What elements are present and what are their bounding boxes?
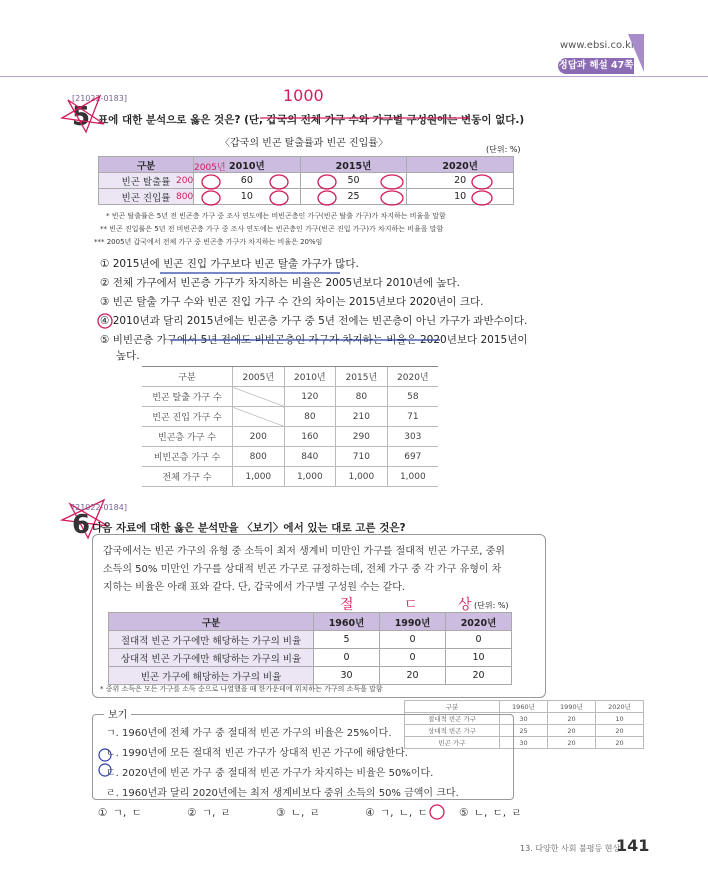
bogi-items: [106, 724, 459, 804]
calc-th: 2005년: [233, 367, 285, 387]
q5-option-3[interactable]: ③ 빈곤 탈출 가구 수와 빈곤 진입 가구 수 간의 차이는 2015년보다 2020년이 크다.: [100, 296, 484, 308]
calc-cell: 160: [284, 427, 336, 447]
calc-cell: 빈곤 탈출 가구 수: [142, 387, 233, 407]
circle-mark: [202, 175, 220, 189]
q6-th: 2020년: [446, 613, 512, 631]
side-cell: 상대적 빈곤 가구: [405, 725, 500, 737]
side-cell: 빈곤 가구: [405, 737, 500, 749]
star-scribble-q5: [62, 96, 104, 132]
circle-mark: [98, 314, 112, 328]
calc-cell: 1,000: [233, 467, 285, 487]
calc-cell: 710: [336, 447, 388, 467]
q6-cell: 0: [380, 631, 446, 649]
q5-number: 5: [72, 102, 91, 132]
q5-note-2: ** 빈곤 진입률은 5년 전 비빈곤층 가구 중 조사 연도에는 빈곤층인 가구(빈곤 진입 가구)가 차지하는 비율을 말함: [100, 225, 444, 233]
q5-table-title: 〈갑국의 빈곤 탈출률과 빈곤 진입률〉: [220, 138, 388, 149]
q5-cell: 60: [194, 173, 301, 189]
q6-passage-line: 지하는 비율은 아래 표와 같다. 단, 갑국에서 가구별 구성원 수는 같다.: [103, 582, 406, 593]
q5-row-label: 빈곤 진입률: [99, 189, 194, 205]
circle-mark: [318, 175, 336, 189]
handwritten-200: 200: [176, 176, 194, 186]
circle-mark: [381, 191, 403, 205]
q5-note-3: *** 2005년 갑국에서 전체 가구 중 빈곤층 가구가 차지하는 비율은 20%임: [94, 238, 323, 246]
q6-household-table: [108, 612, 512, 685]
handwritten-sang: 상: [458, 597, 472, 613]
q6-choice-1[interactable]: ① ㄱ, ㄷ: [98, 807, 142, 819]
calc-cell: 800: [233, 447, 285, 467]
site-url: www.ebsi.co.kr: [560, 40, 635, 51]
q6-choice-2[interactable]: ② ㄱ, ㄹ: [187, 807, 231, 819]
calc-cell: 빈곤 진입 가구 수: [142, 407, 233, 427]
q5-option-4[interactable]: ④ 2010년과 달리 2015년에는 빈곤층 가구 중 5년 전에는 빈곤층이 아닌 가구가 과반수이다.: [100, 315, 528, 327]
calc-cell: 80: [284, 407, 336, 427]
calc-cell: 697: [387, 447, 438, 467]
calc-cell: 비빈곤층 가구 수: [142, 447, 233, 467]
q5-th-0: 구분: [99, 157, 194, 173]
chapter-footer: 13. 다양한 사회 불평등 현상: [520, 844, 621, 853]
q6-choice-3[interactable]: ③ ㄴ, ㄹ: [276, 807, 320, 819]
q6-row-label: 절대적 빈곤 가구에만 해당하는 가구의 비율: [109, 631, 314, 649]
q6-choices: [98, 805, 522, 820]
side-cell: 30: [499, 713, 547, 725]
calc-cell: 1,000: [336, 467, 388, 487]
calc-cell: 71: [387, 407, 438, 427]
handwritten-2005: 2005년: [194, 163, 226, 173]
circle-mark: [202, 191, 220, 205]
side-th: 2020년: [595, 701, 643, 713]
q5-cell: 20: [407, 173, 514, 189]
bogi-item: ㄴ. 1990년에 모든 절대적 빈곤 가구가 상대적 빈곤 가구에 해당한다.: [106, 748, 408, 759]
calc-cell: 840: [284, 447, 336, 467]
bogi-item: ㄷ. 2020년에 빈곤 가구 중 절대적 빈곤 가구가 차지하는 비율은 50%이다.: [106, 768, 434, 779]
q5-cell: 50: [300, 173, 407, 189]
circle-mark: [472, 191, 492, 205]
q6-th: 1960년: [314, 613, 380, 631]
q6-cell: 0: [446, 631, 512, 649]
circle-mark: [270, 191, 288, 205]
calc-cell: 1,000: [284, 467, 336, 487]
q5-cell: 25: [300, 189, 407, 205]
bogi-item: ㄱ. 1960년에 전체 가구 중 절대적 빈곤 가구의 비율은 25%이다.: [106, 728, 392, 739]
q5-th-1: 2010년: [194, 157, 301, 173]
q6-row-label: 빈곤 가구에 해당하는 가구의 비율: [109, 667, 314, 685]
q6-choice-5[interactable]: ⑤ ㄴ, ㄷ, ㄹ: [459, 807, 522, 819]
q5-th-2: 2015년: [300, 157, 407, 173]
q6-note: * 중위 소득은 모든 가구를 소득 순으로 나열했을 때 한가운데에 위치하는 가구의 소득을 말함: [100, 685, 383, 693]
q5-option-5[interactable]: ⑤ 비빈곤층 가구에서 5년 전에도 비빈곤층인 가구가 차지하는 비율은 2020년보다 2015년이: [100, 334, 528, 346]
side-th: 1990년: [547, 701, 595, 713]
page-number: 141: [616, 836, 650, 855]
q6-cell: 30: [314, 667, 380, 685]
calc-cell: 210: [336, 407, 388, 427]
circle-mark: [270, 175, 288, 189]
q5-question: 표에 대한 분석으로 옳은 것은? (단, 갑국의 전체 가구 수와 가구별 구성원에는 변동이 없다.): [98, 114, 525, 126]
side-cell: 20: [595, 725, 643, 737]
calc-cell: 58: [387, 387, 438, 407]
q6-ref: [21022-0184]: [72, 503, 127, 512]
side-cell: 25: [499, 725, 547, 737]
side-cell: 20: [547, 737, 595, 749]
q6-cell: 20: [446, 667, 512, 685]
q5-row-label: 빈곤 탈출률: [99, 173, 194, 189]
handwritten-800: 800: [176, 192, 194, 202]
q5-th-3: 2020년: [407, 157, 514, 173]
calc-cell: 303: [387, 427, 438, 447]
q6-choice-4[interactable]: ④ ㄱ, ㄴ, ㄷ: [365, 807, 428, 819]
q6-cell: 10: [446, 649, 512, 667]
calc-cell: 빈곤층 가구 수: [142, 427, 233, 447]
side-cell: 30: [499, 737, 547, 749]
q6-cell: 0: [314, 649, 380, 667]
calc-th: 2015년: [336, 367, 388, 387]
handwritten-1000: 1000: [283, 86, 324, 105]
side-cell: 10: [595, 713, 643, 725]
q6-passage-line: 갑국에서는 빈곤 가구의 유형 중 소득이 최저 생계비 미만인 가구를 절대적 빈곤 가구로, 중위: [103, 546, 505, 557]
q5-cell: 10: [194, 189, 301, 205]
circle-mark: [318, 191, 336, 205]
side-cell: 20: [547, 725, 595, 737]
q6-th: 구분: [109, 613, 314, 631]
q6-row-label: 상대적 빈곤 가구에만 해당하는 가구의 비율: [109, 649, 314, 667]
q5-option-2[interactable]: ② 전체 가구에서 빈곤층 가구가 차지하는 비율은 2005년보다 2010년에 높다.: [100, 277, 460, 289]
calc-cell: 120: [284, 387, 336, 407]
handwritten-digeut: ㄷ: [404, 597, 418, 613]
calc-cell: 1,000: [387, 467, 438, 487]
q5-option-1[interactable]: ① 2015년에 빈곤 진입 가구보다 빈곤 탈출 가구가 많다.: [100, 258, 359, 270]
circle-mark: [472, 175, 492, 189]
bogi-title: 보기: [104, 706, 131, 721]
circle-mark: [381, 175, 403, 189]
q6-cell: 5: [314, 631, 380, 649]
side-cell: 절대적 빈곤 가구: [405, 713, 500, 725]
q5-cell: 10: [407, 189, 514, 205]
side-th: 1960년: [499, 701, 547, 713]
calc-th: 2020년: [387, 367, 438, 387]
calc-cell: 전체 가구 수: [142, 467, 233, 487]
answer-section-badge: 정답과 해설 47쪽: [558, 58, 634, 74]
q6-number: 6: [72, 510, 91, 540]
q5-ref: [21022-0183]: [72, 94, 127, 103]
side-cell: 20: [547, 713, 595, 725]
q6-question: 다음 자료에 대한 옳은 분석만을 〈보기〉에서 있는 대로 고른 것은?: [92, 522, 406, 534]
q5-unit: (단위: %): [486, 145, 521, 154]
q6-unit: (단위: %): [474, 601, 509, 610]
bogi-item: ㄹ. 1960년과 달리 2020년에는 최저 생계비보다 중위 소득의 50% 금액이 크다.: [106, 788, 459, 799]
q5-note-1: * 빈곤 탈출률은 5년 전 빈곤층 가구 중 조사 연도에는 비빈곤층인 가구(빈곤 탈출 가구)가 차지하는 비율을 말함: [106, 212, 446, 220]
q6-cell: 20: [380, 667, 446, 685]
calc-cell: 200: [233, 427, 285, 447]
side-cell: 20: [595, 737, 643, 749]
q5-option-5-cont: 높다.: [116, 350, 140, 362]
side-th: 구분: [405, 701, 500, 713]
q6-th: 1990년: [380, 613, 446, 631]
calc-cell: 290: [336, 427, 388, 447]
q6-cell: 0: [380, 649, 446, 667]
handwritten-jeol: 절: [340, 597, 354, 613]
calc-th: 2010년: [284, 367, 336, 387]
q6-passage-line: 소득의 50% 미만인 가구를 상대적 빈곤 가구로 규정하는데, 전체 가구 중 각 가구 유형이 차: [103, 564, 502, 575]
calc-cell: 80: [336, 387, 388, 407]
calc-th: 구분: [142, 367, 233, 387]
